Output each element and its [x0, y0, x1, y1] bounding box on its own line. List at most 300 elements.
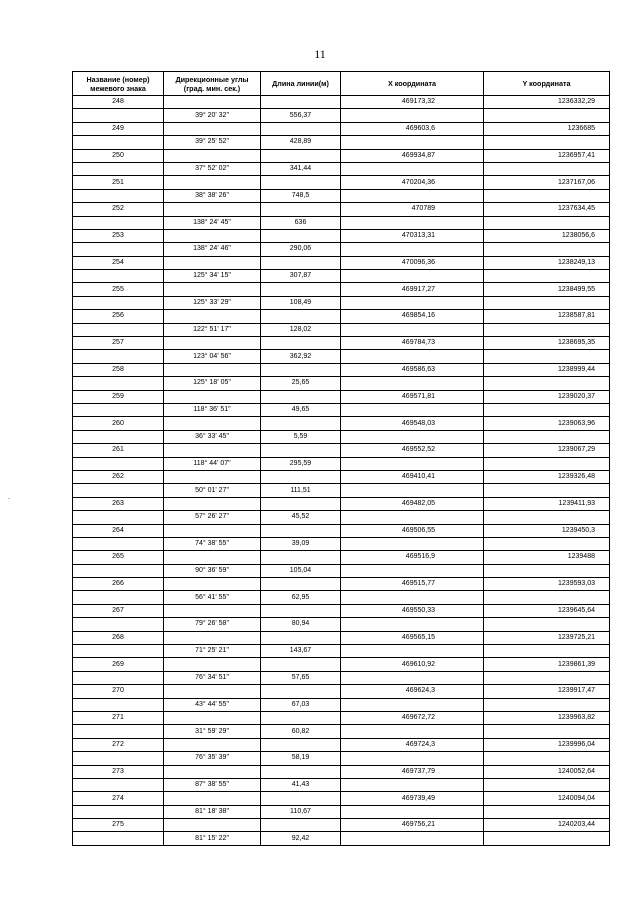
cell-y-coordinate: 1239020,37: [484, 390, 610, 403]
cell-line-length: 5,59: [261, 430, 341, 443]
cell-x-coordinate: 469565,15: [341, 631, 484, 644]
cell-x-coordinate: [341, 296, 484, 309]
cell-direction-angle: 118° 36' 51": [164, 403, 261, 416]
cell-marker-name: 267: [73, 604, 164, 617]
cell-y-coordinate: 1239725,21: [484, 631, 610, 644]
cell-y-coordinate: [484, 725, 610, 738]
table-row: [73, 631, 610, 644]
table-row: [73, 216, 610, 229]
cell-line-length: 307,87: [261, 270, 341, 283]
table-row: [73, 296, 610, 309]
cell-marker-name: [73, 136, 164, 149]
cell-line-length: 110,67: [261, 805, 341, 818]
table-row: [73, 430, 610, 443]
cell-line-length: [261, 96, 341, 109]
cell-line-length: 636: [261, 216, 341, 229]
table-row: [73, 604, 610, 617]
table-row: [73, 283, 610, 296]
cell-line-length: [261, 229, 341, 242]
cell-direction-angle: 39° 20' 32": [164, 109, 261, 122]
cell-x-coordinate: 469610,92: [341, 658, 484, 671]
cell-y-coordinate: 1237634,45: [484, 203, 610, 216]
cell-marker-name: 269: [73, 658, 164, 671]
cell-line-length: 428,89: [261, 136, 341, 149]
cell-direction-angle: [164, 470, 261, 483]
cell-line-length: [261, 819, 341, 832]
page-number: 11: [314, 47, 326, 61]
table-row: [73, 591, 610, 604]
table-row: [73, 765, 610, 778]
cell-line-length: [261, 363, 341, 376]
cell-line-length: [261, 792, 341, 805]
cell-line-length: [261, 604, 341, 617]
cell-marker-name: 249: [73, 122, 164, 135]
cell-direction-angle: [164, 96, 261, 109]
cell-x-coordinate: 470313,31: [341, 229, 484, 242]
cell-line-length: 341,44: [261, 162, 341, 175]
cell-marker-name: [73, 270, 164, 283]
cell-x-coordinate: 469506,55: [341, 524, 484, 537]
cell-marker-name: 252: [73, 203, 164, 216]
cell-direction-angle: [164, 176, 261, 189]
cell-marker-name: [73, 698, 164, 711]
cell-y-coordinate: 1238587,81: [484, 310, 610, 323]
cell-y-coordinate: 1236332,29: [484, 96, 610, 109]
cell-x-coordinate: 469724,3: [341, 738, 484, 751]
cell-line-length: 25,65: [261, 377, 341, 390]
cell-y-coordinate: 1238056,6: [484, 229, 610, 242]
cell-x-coordinate: [341, 645, 484, 658]
cell-marker-name: 253: [73, 229, 164, 242]
cell-x-coordinate: [341, 725, 484, 738]
table-row: [73, 337, 610, 350]
cell-x-coordinate: [341, 109, 484, 122]
cell-x-coordinate: 469571,81: [341, 390, 484, 403]
cell-y-coordinate: [484, 457, 610, 470]
table-row: [73, 363, 610, 376]
table-row: [73, 310, 610, 323]
cell-y-coordinate: [484, 564, 610, 577]
cell-x-coordinate: 469516,9: [341, 551, 484, 564]
cell-line-length: [261, 524, 341, 537]
cell-marker-name: 262: [73, 470, 164, 483]
cell-x-coordinate: 469934,87: [341, 149, 484, 162]
cell-direction-angle: [164, 604, 261, 617]
cell-direction-angle: 37° 52' 02": [164, 162, 261, 175]
cell-y-coordinate: 1236957,41: [484, 149, 610, 162]
cell-y-coordinate: 1239450,3: [484, 524, 610, 537]
cell-line-length: [261, 417, 341, 430]
cell-line-length: 143,67: [261, 645, 341, 658]
cell-x-coordinate: 470096,36: [341, 256, 484, 269]
cell-x-coordinate: [341, 591, 484, 604]
cell-y-coordinate: [484, 671, 610, 684]
table-row: [73, 497, 610, 510]
table-row: [73, 270, 610, 283]
table-row: [73, 256, 610, 269]
cell-y-coordinate: [484, 778, 610, 791]
cell-x-coordinate: [341, 618, 484, 631]
cell-direction-angle: [164, 337, 261, 350]
cell-line-length: 290,06: [261, 243, 341, 256]
cell-line-length: [261, 578, 341, 591]
cell-y-coordinate: [484, 430, 610, 443]
cell-marker-name: 268: [73, 631, 164, 644]
cell-x-coordinate: 469784,73: [341, 337, 484, 350]
cell-marker-name: [73, 537, 164, 550]
cell-x-coordinate: [341, 216, 484, 229]
cell-marker-name: [73, 430, 164, 443]
cell-direction-angle: 56° 41' 55": [164, 591, 261, 604]
table-row: [73, 564, 610, 577]
cell-x-coordinate: 470789: [341, 203, 484, 216]
cell-line-length: 556,37: [261, 109, 341, 122]
cell-direction-angle: [164, 551, 261, 564]
cell-x-coordinate: 469756,21: [341, 819, 484, 832]
cell-y-coordinate: 1239488: [484, 551, 610, 564]
cell-line-length: [261, 738, 341, 751]
cell-direction-angle: 123° 04' 56": [164, 350, 261, 363]
table-row: [73, 162, 610, 175]
cell-line-length: 80,94: [261, 618, 341, 631]
cell-marker-name: 273: [73, 765, 164, 778]
cell-marker-name: [73, 725, 164, 738]
cell-x-coordinate: [341, 698, 484, 711]
cell-line-length: 41,43: [261, 778, 341, 791]
table-row: [73, 792, 610, 805]
cell-direction-angle: [164, 658, 261, 671]
cell-direction-angle: 71° 25' 21": [164, 645, 261, 658]
cell-direction-angle: 81° 18' 38": [164, 805, 261, 818]
table-row: [73, 122, 610, 135]
cell-x-coordinate: 469550,33: [341, 604, 484, 617]
table-row: [73, 417, 610, 430]
table-row: [73, 470, 610, 483]
cell-marker-name: 259: [73, 390, 164, 403]
cell-direction-angle: [164, 417, 261, 430]
cell-y-coordinate: [484, 403, 610, 416]
cell-x-coordinate: [341, 457, 484, 470]
cell-line-length: 111,51: [261, 484, 341, 497]
table-row: [73, 149, 610, 162]
cell-x-coordinate: [341, 832, 484, 845]
cell-marker-name: [73, 162, 164, 175]
cell-direction-angle: [164, 283, 261, 296]
cell-marker-name: 272: [73, 738, 164, 751]
cell-x-coordinate: [341, 270, 484, 283]
cell-marker-name: 256: [73, 310, 164, 323]
cell-marker-name: 275: [73, 819, 164, 832]
cell-x-coordinate: [341, 752, 484, 765]
cell-marker-name: 274: [73, 792, 164, 805]
cell-x-coordinate: [341, 243, 484, 256]
cell-x-coordinate: 469548,03: [341, 417, 484, 430]
cell-y-coordinate: 1239996,04: [484, 738, 610, 751]
cell-x-coordinate: [341, 511, 484, 524]
cell-y-coordinate: [484, 109, 610, 122]
cell-direction-angle: [164, 363, 261, 376]
cell-marker-name: [73, 805, 164, 818]
cell-direction-angle: 38° 38' 26": [164, 189, 261, 202]
cell-y-coordinate: [484, 591, 610, 604]
cell-direction-angle: 76° 34' 51": [164, 671, 261, 684]
cell-y-coordinate: 1239861,39: [484, 658, 610, 671]
cell-x-coordinate: 469854,16: [341, 310, 484, 323]
cell-x-coordinate: 469917,27: [341, 283, 484, 296]
cell-y-coordinate: 1239963,82: [484, 711, 610, 724]
cell-line-length: 39,09: [261, 537, 341, 550]
table-row: [73, 698, 610, 711]
cell-marker-name: 265: [73, 551, 164, 564]
table-row: [73, 685, 610, 698]
header-direction-angle: Дирекционные углы (град. мин. сек.): [164, 72, 261, 96]
cell-line-length: [261, 631, 341, 644]
cell-marker-name: 264: [73, 524, 164, 537]
cell-y-coordinate: 1238695,35: [484, 337, 610, 350]
cell-y-coordinate: 1240052,64: [484, 765, 610, 778]
cell-direction-angle: 43° 44' 55": [164, 698, 261, 711]
cell-direction-angle: 76° 35' 39": [164, 752, 261, 765]
cell-line-length: [261, 658, 341, 671]
cell-marker-name: 266: [73, 578, 164, 591]
cell-direction-angle: [164, 229, 261, 242]
cell-y-coordinate: 1239326,48: [484, 470, 610, 483]
cell-direction-angle: [164, 524, 261, 537]
table-row: [73, 551, 610, 564]
cell-y-coordinate: 1239067,29: [484, 444, 610, 457]
cell-marker-name: 255: [73, 283, 164, 296]
cell-marker-name: 250: [73, 149, 164, 162]
cell-marker-name: 254: [73, 256, 164, 269]
cell-x-coordinate: 469482,05: [341, 497, 484, 510]
table-row: [73, 738, 610, 751]
cell-line-length: [261, 149, 341, 162]
cell-y-coordinate: [484, 162, 610, 175]
cell-direction-angle: [164, 765, 261, 778]
cell-y-coordinate: 1237167,06: [484, 176, 610, 189]
cell-y-coordinate: [484, 698, 610, 711]
table-row: [73, 805, 610, 818]
header-marker-name: Название (номер) межевого знака: [73, 72, 164, 96]
cell-marker-name: [73, 564, 164, 577]
cell-marker-name: [73, 752, 164, 765]
cell-y-coordinate: [484, 645, 610, 658]
cell-line-length: [261, 444, 341, 457]
cell-y-coordinate: 1239917,47: [484, 685, 610, 698]
cell-line-length: [261, 310, 341, 323]
cell-y-coordinate: 1239645,64: [484, 604, 610, 617]
table-row: [73, 537, 610, 550]
table-row: [73, 819, 610, 832]
table-row: [73, 377, 610, 390]
table-row: [73, 203, 610, 216]
cell-marker-name: 260: [73, 417, 164, 430]
cell-line-length: 49,65: [261, 403, 341, 416]
cell-direction-angle: [164, 203, 261, 216]
table-row: [73, 725, 610, 738]
cell-x-coordinate: 469515,77: [341, 578, 484, 591]
cell-x-coordinate: [341, 537, 484, 550]
cell-direction-angle: 125° 18' 05": [164, 377, 261, 390]
cell-marker-name: [73, 403, 164, 416]
table-row: [73, 444, 610, 457]
cell-marker-name: [73, 832, 164, 845]
cell-line-length: 748,5: [261, 189, 341, 202]
cell-y-coordinate: [484, 511, 610, 524]
cell-y-coordinate: [484, 618, 610, 631]
cell-y-coordinate: [484, 537, 610, 550]
cell-y-coordinate: [484, 243, 610, 256]
cell-line-length: [261, 203, 341, 216]
cell-line-length: [261, 765, 341, 778]
cell-x-coordinate: [341, 323, 484, 336]
table-row: [73, 578, 610, 591]
table-row: [73, 752, 610, 765]
cell-x-coordinate: 469624,3: [341, 685, 484, 698]
cell-y-coordinate: [484, 136, 610, 149]
cell-x-coordinate: 469672,72: [341, 711, 484, 724]
cell-x-coordinate: 469552,52: [341, 444, 484, 457]
cell-y-coordinate: [484, 189, 610, 202]
cell-y-coordinate: 1239593,03: [484, 578, 610, 591]
cell-line-length: 108,49: [261, 296, 341, 309]
cell-marker-name: [73, 189, 164, 202]
boundary-coordinates-table: [72, 71, 610, 846]
table-row: [73, 484, 610, 497]
cell-marker-name: [73, 296, 164, 309]
cell-marker-name: [73, 591, 164, 604]
cell-marker-name: [73, 457, 164, 470]
table-row: [73, 109, 610, 122]
cell-line-length: [261, 283, 341, 296]
cell-line-length: [261, 470, 341, 483]
table-row: [73, 136, 610, 149]
cell-line-length: 92,42: [261, 832, 341, 845]
table-row: [73, 229, 610, 242]
header-line-length: Длина линии(м): [261, 72, 341, 96]
cell-direction-angle: [164, 444, 261, 457]
cell-y-coordinate: [484, 484, 610, 497]
cell-marker-name: 271: [73, 711, 164, 724]
cell-line-length: [261, 256, 341, 269]
cell-direction-angle: [164, 390, 261, 403]
cell-x-coordinate: [341, 136, 484, 149]
table-row: [73, 189, 610, 202]
cell-y-coordinate: 1238999,44: [484, 363, 610, 376]
cell-x-coordinate: [341, 162, 484, 175]
table-row: [73, 832, 610, 845]
cell-x-coordinate: [341, 189, 484, 202]
cell-direction-angle: 125° 34' 15": [164, 270, 261, 283]
cell-y-coordinate: [484, 805, 610, 818]
cell-marker-name: 270: [73, 685, 164, 698]
table-row: [73, 511, 610, 524]
cell-line-length: [261, 176, 341, 189]
table-row: [73, 243, 610, 256]
cell-y-coordinate: 1240203,44: [484, 819, 610, 832]
cell-direction-angle: 50° 01' 27": [164, 484, 261, 497]
table-row: [73, 658, 610, 671]
cell-x-coordinate: [341, 350, 484, 363]
cell-y-coordinate: [484, 377, 610, 390]
header-x-coordinate: X координата: [341, 72, 484, 96]
cell-x-coordinate: [341, 377, 484, 390]
scan-edge-mark: [8, 498, 10, 499]
cell-direction-angle: [164, 738, 261, 751]
cell-direction-angle: 31° 59' 29": [164, 725, 261, 738]
cell-direction-angle: 118° 44' 07": [164, 457, 261, 470]
cell-direction-angle: 74° 38' 55": [164, 537, 261, 550]
cell-y-coordinate: 1240094,04: [484, 792, 610, 805]
cell-direction-angle: [164, 792, 261, 805]
cell-y-coordinate: [484, 270, 610, 283]
cell-line-length: 62,95: [261, 591, 341, 604]
cell-x-coordinate: 469737,79: [341, 765, 484, 778]
cell-line-length: [261, 497, 341, 510]
cell-x-coordinate: 469739,49: [341, 792, 484, 805]
cell-direction-angle: 138° 24' 45": [164, 216, 261, 229]
cell-marker-name: [73, 109, 164, 122]
cell-x-coordinate: [341, 564, 484, 577]
cell-direction-angle: 87° 38' 55": [164, 778, 261, 791]
cell-line-length: 67,03: [261, 698, 341, 711]
cell-marker-name: [73, 671, 164, 684]
cell-direction-angle: [164, 497, 261, 510]
cell-x-coordinate: [341, 403, 484, 416]
cell-line-length: [261, 711, 341, 724]
table-header-row: [73, 72, 610, 96]
cell-direction-angle: 57° 26' 27": [164, 511, 261, 524]
cell-x-coordinate: [341, 778, 484, 791]
cell-marker-name: [73, 618, 164, 631]
cell-direction-angle: 39° 25' 52": [164, 136, 261, 149]
cell-direction-angle: [164, 122, 261, 135]
cell-line-length: [261, 337, 341, 350]
cell-direction-angle: 90° 36' 59": [164, 564, 261, 577]
table-row: [73, 96, 610, 109]
cell-x-coordinate: 469410,41: [341, 470, 484, 483]
table-row: [73, 390, 610, 403]
table-row: [73, 524, 610, 537]
cell-marker-name: [73, 511, 164, 524]
cell-y-coordinate: [484, 323, 610, 336]
cell-x-coordinate: 469173,32: [341, 96, 484, 109]
cell-x-coordinate: [341, 484, 484, 497]
cell-marker-name: [73, 323, 164, 336]
cell-direction-angle: 81° 15' 22": [164, 832, 261, 845]
cell-x-coordinate: [341, 671, 484, 684]
cell-marker-name: 261: [73, 444, 164, 457]
table-row: [73, 350, 610, 363]
cell-direction-angle: [164, 310, 261, 323]
cell-marker-name: [73, 484, 164, 497]
cell-y-coordinate: [484, 832, 610, 845]
cell-y-coordinate: 1239411,93: [484, 497, 610, 510]
table-row: [73, 618, 610, 631]
cell-line-length: 60,82: [261, 725, 341, 738]
cell-marker-name: [73, 350, 164, 363]
cell-line-length: 295,59: [261, 457, 341, 470]
cell-marker-name: 251: [73, 176, 164, 189]
cell-direction-angle: [164, 578, 261, 591]
header-y-coordinate: Y координата: [484, 72, 610, 96]
cell-marker-name: [73, 778, 164, 791]
cell-line-length: 58,19: [261, 752, 341, 765]
cell-direction-angle: [164, 256, 261, 269]
cell-direction-angle: [164, 149, 261, 162]
table-body: [73, 96, 610, 846]
cell-x-coordinate: 469586,63: [341, 363, 484, 376]
